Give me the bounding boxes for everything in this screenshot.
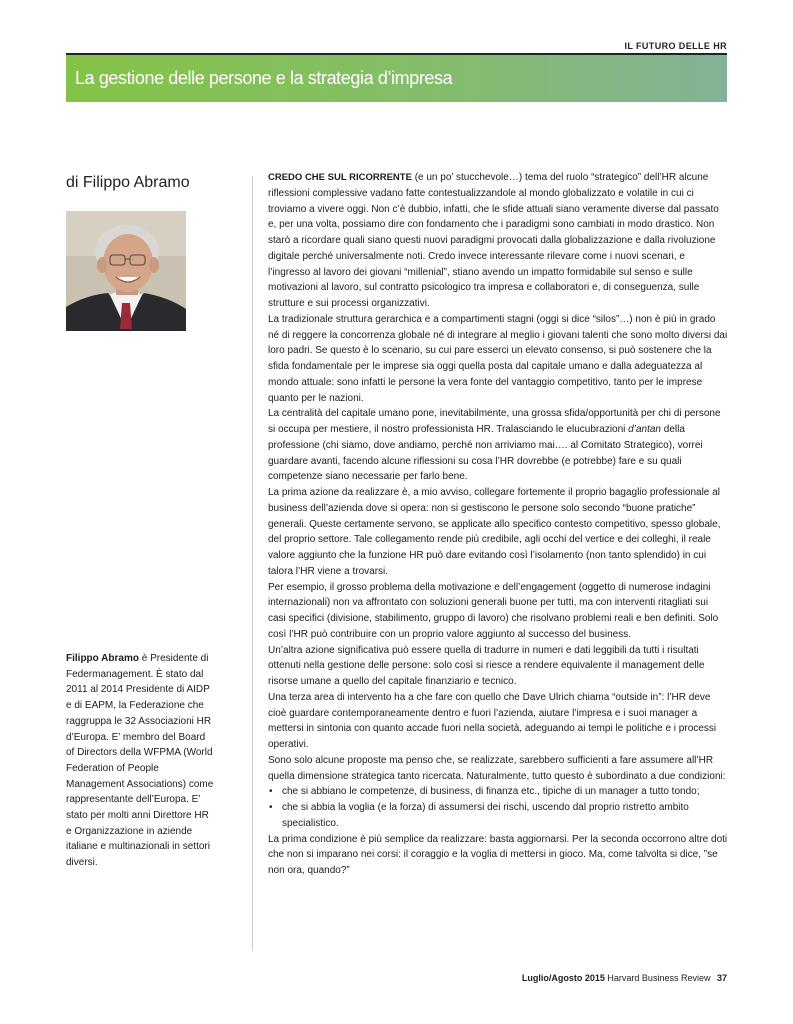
section-label: IL FUTURO DELLE HR [624, 41, 727, 51]
article-title: La gestione delle persone e la strategia d’impresa [75, 68, 453, 88]
paragraph-4: La prima azione da realizzare è, a mio avviso, collegare fortemente il proprio bagaglio professionale al business dell’azienda dove si opera: non si gestiscono le persone solo secondo “buone pratiche” generali. Queste certamente servono, se applicate allo specifico contesto competitivo, spesso globale, del proprio settore. Tale collegamento rende più credibile, agli occhi del vertice e dei colleghi, il reale valore aggiunto che la funzione HR può dare evitando così l’isolamento (non tanto splendido) in cui talora l’HR viene a trovarsi. [268, 487, 721, 577]
author-bio [66, 651, 216, 871]
paragraph-2: La tradizionale struttura gerarchica e a compartimenti stagni (oggi si dice “silos”…) non è più in grado né di reggere la concorrenza globale né di integrare al meglio i giovani talenti che sono molto diversi dai loro padri. Se questo è lo scenario, su cui pare esserci un elevato consenso, si può sostenere che la sfida fondamentale per le imprese sia oggi quella posta dal capitale umano e dalla adeguatezza al mondo attuale: sono infatti le persone la vera fonte del vantaggio competitivo, tanto per le imprese quanto per le nazioni. [268, 313, 728, 404]
list-item: • che si abbia la voglia (e la forza) di assumersi dei rischi, uscendo dal proprio ristretto ambito specialistico. [268, 800, 728, 832]
paragraph-1 [268, 170, 728, 312]
bio-name: Filippo Abramo [66, 653, 139, 664]
article-body [268, 170, 728, 879]
author-photo [66, 211, 186, 331]
paragraph-3-italic: d’antan [628, 424, 661, 435]
lead-in: CREDO CHE SUL RICORRENTE [268, 172, 412, 183]
title-banner [66, 55, 727, 102]
portrait-image [66, 211, 186, 331]
bio-text: è Presidente di Federmanagement. È stato dal 2011 al 2014 Presidente di AIDP e di EAPM, la Federazione che raggruppa le 32 Associazioni HR d’Europa. E’ membro del Board of Directors della WFPMA (World Federation of People Management Associations) come rappresentante dell’Europa. E’ stato per molti anni Direttore HR e Organizzazione in aziende italiane e multinazionali in settori diversi. [66, 653, 214, 869]
paragraph-5: Per esempio, il grosso problema della motivazione e dell’engagement (oggetto di numerose indagini internazionali) non va affrontato con soluzioni generali buone per tutti, ma con interventi ritagliati sui casi specifici (divisione, stabilimento, gruppo di lavoro) che risolvano problemi reali e ben definiti. Solo così l’HR può contribuire con un proprio valore aggiunto al successo del business. [268, 581, 719, 640]
paragraph-7: Una terza area di intervento ha a che fare con quello che Dave Ulrich chiama “outside in”: l’HR deve cioè guardare contemporaneamente dentro e fuori l’azienda, aiutare l’impresa e i suoi manager a mettersi in sintonia con quanto accade fuori nella società, adeguando ai tempi le politiche e i processi operativi. [268, 691, 717, 750]
paragraph-3 [268, 406, 728, 485]
paragraph-9: La prima condizione è più semplice da realizzare: basta aggiornarsi. Per la seconda occorrono altre doti che non si imparano nei corsi: il coraggio e la voglia di mettersi in gioco. Ma, come talvolta si dice, ”se non ora, quando?” [268, 833, 728, 876]
conditions-list [268, 784, 728, 831]
footer-magazine: Harvard Business Review [607, 973, 711, 983]
author-byline: di Filippo Abramo [66, 174, 190, 191]
paragraph-6: Un’altra azione significativa può essere quella di tradurre in numeri e dati leggibili da tutti i risultati ottenuti nella gestione delle persone: solo così si riesce a rendere equivalente il management delle risorse umane a quello del capitale finanziario e tecnico. [268, 644, 705, 687]
column-divider [252, 176, 253, 951]
paragraph-8: Sono solo alcune proposte ma penso che, se realizzate, sarebbero sufficienti a fare assumere all’HR quella dimensione strategica tanto ricercata. Naturalmente, tutto questo è subordinato a due condizioni: [268, 754, 726, 782]
paragraph-1-text: (e un po’ stucchevole…) tema del ruolo “strategico” dell’HR alcune riflessioni complessive vadano fatte contestualizzandole al mondo globalizzato e volatile in cui ci troviamo a vivere oggi. Non c’è dubbio, infatti, che le sfide attuali siano veramente diverse dal passato e, per una volta, possiamo dire con fondamento che i paradigmi sono cambiati in modo drastico. Non starò a ricordare quali siano questi nuovi paradigmi provocati dalla globalizzazione e dalla rivoluzione digitale perché universalmente noti. Credo invece interessante rilevare come i nuovi scenari, e l’ingresso al lavoro dei giovani “millenial”, stiano avendo un impatto formidabile sul senso e sulle motivazioni al lavoro, sul contratto psicologico tra impresa e collaboratori e, di conseguenza, sulle strutture e sui processi organizzativi. [268, 172, 719, 309]
page-footer [522, 973, 727, 983]
paragraph-3-start: La centralità del capitale umano pone, inevitabilmente, una grossa sfida/opportunità per chi di persone si occupa per mestiere, il nostro professionista HR. Tralasciando le elucubrazioni [268, 408, 721, 435]
footer-issue: Luglio/Agosto 2015 [521, 973, 605, 983]
list-item: • che si abbiano le competenze, di business, di finanza etc., tipiche di un manager a tutto tondo; [268, 784, 728, 800]
paragraph-3-end: della professione (chi siamo, dove andiamo, perché non arriviamo mai…. al Comitato Strategico), vorrei guardare avanti, facendo alcune riflessioni su cosa l’HR dovrebbe (e potrebbe) fare e su quali competenze siano necessarie per farlo bene. [268, 424, 703, 483]
page-number: 37 [716, 973, 727, 983]
